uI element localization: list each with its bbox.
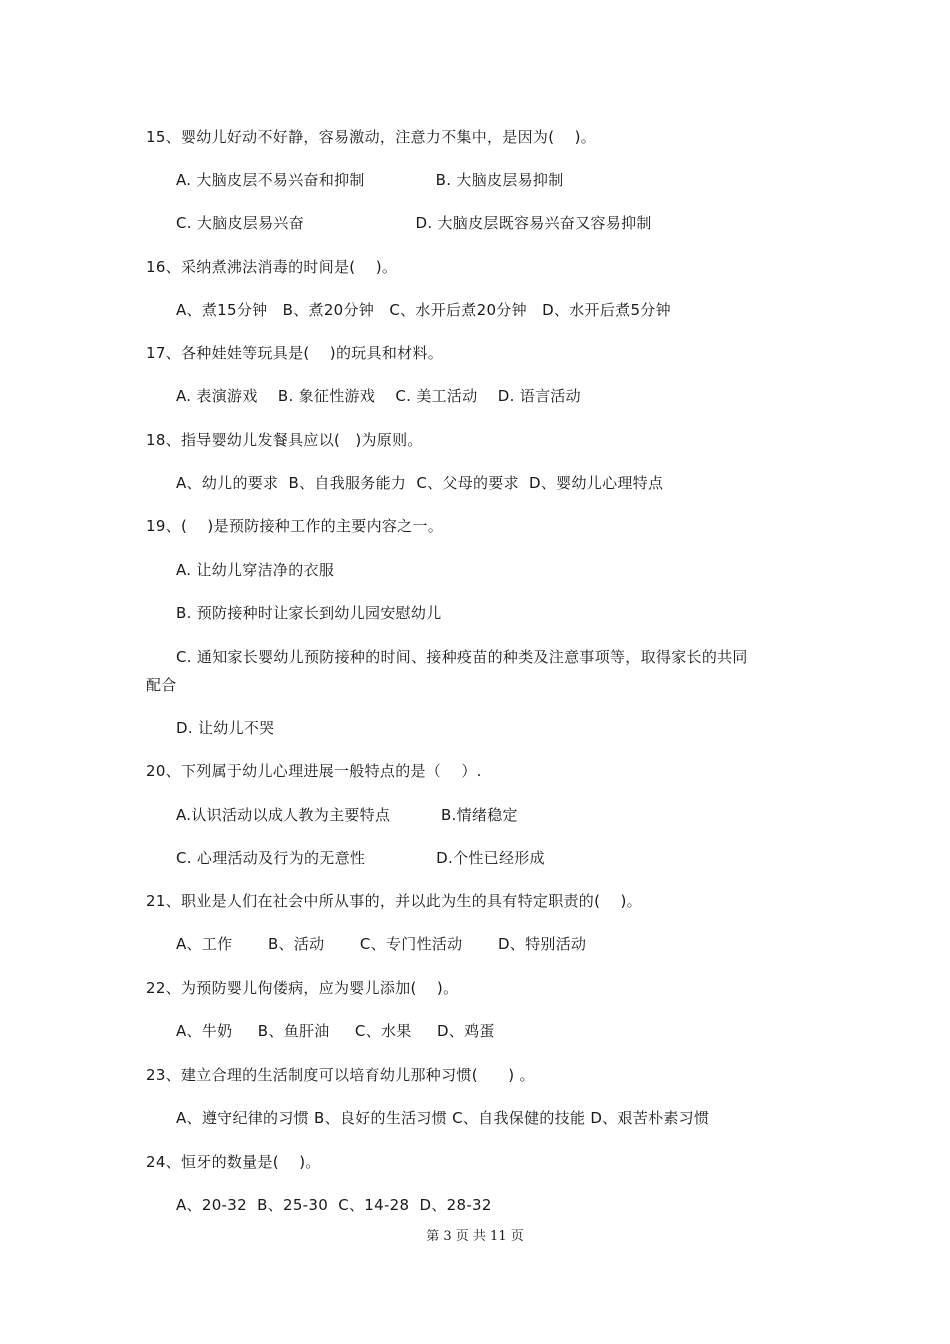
question-19-option-c: C. 通知家长婴幼儿预防接种的时间、接种疫苗的种类及注意事项等，取得家长的共同 <box>176 648 748 666</box>
question-17-options: A. 表演游戏 B. 象征性游戏 C. 美工活动 D. 语言活动 <box>176 387 581 405</box>
question-18-options: A、幼儿的要求 B、自我服务能力 C、父母的要求 D、婴幼儿心理特点 <box>176 474 664 492</box>
question-21-stem: 21、职业是人们在社会中所从事的，并以此为生的具有特定职责的( )。 <box>146 892 642 910</box>
question-19-stem: 19、( )是预防接种工作的主要内容之一。 <box>146 517 444 535</box>
question-23-stem: 23、建立合理的生活制度可以培育幼儿那种习惯( ) 。 <box>146 1066 535 1084</box>
question-19-option-c-continuation: 配合 <box>146 676 177 694</box>
question-16-stem: 16、采纳煮沸法消毒的时间是( )。 <box>146 258 398 276</box>
question-19-option-d: D. 让幼儿不哭 <box>176 719 275 737</box>
question-22-stem: 22、为预防婴儿佝偻病，应为婴儿添加( )。 <box>146 979 459 997</box>
question-22-options: A、牛奶 B、鱼肝油 C、水果 D、鸡蛋 <box>176 1022 495 1040</box>
question-18-stem: 18、指导婴幼儿发餐具应以( )为原则。 <box>146 431 423 449</box>
question-16-options: A、煮15分钟 B、煮20分钟 C、水开后煮20分钟 D、水开后煮5分钟 <box>176 301 671 319</box>
question-19-option-b: B. 预防接种时让家长到幼儿园安慰幼儿 <box>176 604 442 622</box>
question-24-options: A、20-32 B、25-30 C、14-28 D、28-32 <box>176 1196 492 1214</box>
question-17-stem: 17、各种娃娃等玩具是( )的玩具和材料。 <box>146 344 444 362</box>
page-number-footer: 第 3 页 共 11 页 <box>426 1229 524 1244</box>
question-24-stem: 24、恒牙的数量是( )。 <box>146 1153 321 1171</box>
question-15-stem: 15、婴幼儿好动不好静，容易激动，注意力不集中，是因为( )。 <box>146 128 597 146</box>
question-20-stem: 20、下列属于幼儿心理进展一般特点的是（ ）. <box>146 762 482 780</box>
question-20-options-row-1: A.认识活动以成人教为主要特点 B.情绪稳定 <box>176 806 518 824</box>
question-15-options-row-1: A. 大脑皮层不易兴奋和抑制 B. 大脑皮层易抑制 <box>176 171 564 189</box>
question-21-options: A、工作 B、活动 C、专门性活动 D、特别活动 <box>176 935 587 953</box>
question-20-options-row-2: C. 心理活动及行为的无意性 D.个性已经形成 <box>176 849 545 867</box>
question-19-option-a: A. 让幼儿穿洁净的衣服 <box>176 561 335 579</box>
question-23-options: A、遵守纪律的习惯 B、良好的生活习惯 C、自我保健的技能 D、艰苦朴素习惯 <box>176 1109 710 1127</box>
question-15-options-row-2: C. 大脑皮层易兴奋 D. 大脑皮层既容易兴奋又容易抑制 <box>176 214 652 232</box>
